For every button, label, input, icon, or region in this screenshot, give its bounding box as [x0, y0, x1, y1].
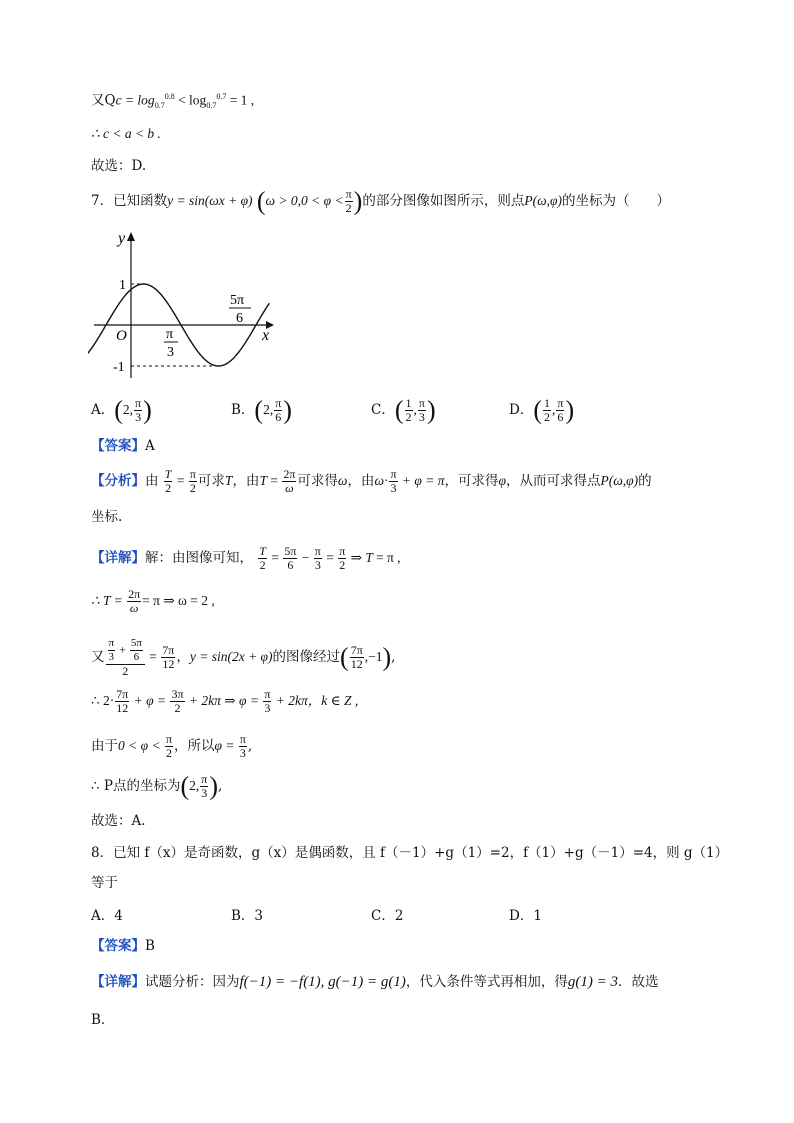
- q7-detail-1: 【详解】解：由图像可知， $\frac{T}{2}$ = $\frac{5\pi}{6}$ − $\frac{\pi}{3}$ = $\frac{\pi}{2}$ ⇒ T = π ,: [91, 544, 401, 572]
- text: 可求: [197, 473, 225, 489]
- text: 的: [638, 473, 652, 489]
- frac-num: π: [135, 396, 142, 410]
- frac-num: 1: [405, 396, 412, 410]
- math: = π ⇒ ω = 2 ,: [142, 593, 215, 608]
- text: ，: [176, 649, 190, 665]
- q7-detail-6: ∴ P点的坐标为(2, $\frac{\pi}{3}$ ),: [91, 771, 223, 801]
- sine-graph: [88, 226, 288, 386]
- tick-neg1: -1: [113, 360, 125, 375]
- text: ，由: [232, 473, 260, 489]
- option-label: C．: [371, 402, 395, 418]
- text: 由于: [91, 738, 118, 754]
- frac-den: 3: [135, 410, 142, 424]
- math: ，k ∈ Z ,: [307, 693, 359, 708]
- analysis-tag: 【分析】: [91, 473, 145, 489]
- frac-den: 2: [405, 410, 412, 424]
- text: 解：由图像可知，: [145, 550, 253, 566]
- q7-option-c[interactable]: C．( $\frac{1}{2}$ , $\frac{\pi}{3}$ ): [371, 395, 436, 425]
- q7-stem-c: 的坐标为（ ）: [561, 193, 670, 209]
- x-label: x: [262, 327, 270, 344]
- q8-stem-cont: 等于: [91, 875, 118, 891]
- q8-answer: [91, 935, 155, 957]
- frac-den: 6: [557, 410, 564, 424]
- text-prefix: 又Q: [91, 92, 116, 109]
- q7-cond: ω > 0,0 < φ <: [265, 193, 344, 208]
- answer-value: A: [145, 438, 155, 454]
- frac-num: π: [345, 187, 352, 201]
- frac-den: 3: [418, 410, 425, 424]
- y-label: y: [118, 230, 126, 247]
- math: y = sin(2x + φ): [189, 649, 273, 664]
- tick-pi3-den: 3: [167, 345, 174, 360]
- q8-detail: [91, 971, 659, 993]
- answer-tag: 【答案】: [91, 938, 145, 954]
- math-lt-log: < log: [174, 92, 207, 108]
- text: ．故选: [618, 974, 659, 990]
- line-log-compare: [91, 86, 254, 117]
- q8-detail-cont: B．: [91, 1012, 115, 1028]
- option-label: D．: [509, 402, 534, 418]
- text: ∴ P点的坐标为: [91, 778, 181, 794]
- tick-5pi6-num: 5π: [230, 293, 245, 308]
- option-val: 2: [122, 402, 130, 417]
- math-c-log: c = log: [115, 92, 155, 108]
- detail-tag: 【详解】: [91, 974, 145, 990]
- q7-final: 故选：A.: [91, 813, 146, 829]
- q7-option-b[interactable]: B．(2, $\frac{\pi}{6}$ ): [231, 395, 292, 425]
- line-c-a-b: ∴ c < a < b .: [91, 126, 161, 141]
- tick-5pi6-den: 6: [236, 311, 243, 326]
- q7-analysis: 【分析】由 $\frac{T}{2}$ = $\frac{\pi}{2}$ 可求T，由T = $\frac{2\pi}{\omega}$ 可求得ω，由ω· $\frac{\pi}{3}$ + φ = π，可求得φ，从而可求得点P(ω,φ)的: [91, 467, 652, 495]
- q7-func: y = sin(ωx + φ): [167, 193, 253, 208]
- frac-num: π: [418, 396, 425, 410]
- q8-option-c[interactable]: C．2: [371, 908, 404, 924]
- origin-label: O: [116, 328, 127, 344]
- q7-detail-2: ∴ T = $\frac{2\pi}{\omega}$ = π ⇒ ω = 2 ,: [91, 587, 215, 615]
- frac-num: π: [275, 396, 282, 410]
- q7-stem-b: 的部分图像如图所示，则点: [362, 193, 525, 209]
- answer-tag: 【答案】: [91, 438, 145, 454]
- tick-1: 1: [119, 278, 126, 293]
- q7-option-d[interactable]: D．( $\frac{1}{2}$ , $\frac{\pi}{6}$ ): [509, 395, 575, 425]
- option-val: 2: [263, 402, 270, 417]
- frac-den: 2: [345, 201, 352, 215]
- q8-option-d[interactable]: D．1: [509, 908, 542, 924]
- tick-pi3-num: π: [166, 327, 174, 342]
- text: ，由: [347, 473, 375, 489]
- q7-detail-3: 又 $\frac{\pi}{3}$ + $\frac{5\pi}{6}$ 2 = $\frac{7\pi}{12}$ ，y = sin(2x + φ)的图像经过( $\frac{7\pi}{12}$ ,−1),: [91, 637, 396, 678]
- text: ，所以: [174, 738, 215, 754]
- q7-answer: [91, 435, 155, 457]
- text: 试题分析：因为: [145, 974, 240, 990]
- option-label: B．: [231, 402, 255, 418]
- frac-den: 6: [275, 410, 282, 424]
- math-sup: 0.8: [164, 92, 175, 101]
- q7-detail-5: 由于0 < φ < $\frac{\pi}{2}$ ，所以φ = $\frac{\pi}{3}$ ,: [91, 732, 253, 760]
- text: 由: [145, 473, 159, 489]
- q7-stem: 7．已知函数y = sin(ωx + φ) (ω > 0,0 < φ < $\frac{\pi}{2}$ )的部分图像如图所示，则点P(ω,φ)的坐标为（ ）: [91, 186, 670, 216]
- option-label: A．: [91, 402, 115, 418]
- text: 的图像经过: [272, 649, 341, 665]
- q7-option-a[interactable]: A．(2, $\frac{\pi}{3}$ ): [91, 395, 152, 425]
- text: ,: [218, 778, 223, 794]
- frac-den: 2: [544, 410, 550, 424]
- q8-stem: 8．已知 f（x）是奇函数，g（x）是偶函数，且 f（－1）+g（1）=2，f（1）+g（－1）=4，则 g（1）: [91, 845, 729, 861]
- detail-tag: 【详解】: [91, 550, 145, 566]
- math-sub: 0.7: [206, 101, 217, 111]
- math: f(−1) = −f(1), g(−1) = g(1): [239, 974, 406, 990]
- q8-option-b[interactable]: B．3: [231, 908, 264, 924]
- math: = π ,: [376, 550, 401, 565]
- text: ，可求得: [444, 473, 499, 489]
- q7-point: P(ω,φ): [524, 193, 562, 208]
- math-sup: 0.7: [216, 92, 227, 101]
- math-sub: 0.7: [154, 101, 165, 111]
- q7-analysis-cont: 坐标.: [91, 509, 123, 525]
- frac-num: π: [557, 396, 564, 410]
- line-choose-d: 故选：D.: [91, 158, 147, 174]
- text: ，从而可求得点: [505, 473, 601, 489]
- y-axis-arrow: [127, 232, 135, 241]
- q8-option-a[interactable]: A．4: [91, 908, 123, 924]
- math: ,−1: [364, 649, 383, 664]
- math: g(1) = 3: [567, 974, 619, 990]
- text: 可求得: [297, 473, 338, 489]
- frac-num: 1: [544, 396, 550, 410]
- q7-detail-4: ∴ 2· $\frac{7\pi}{12}$ + φ = $\frac{3\pi}{2}$ + 2kπ ⇒ φ = $\frac{\pi}{3}$ + 2kπ，k ∈ Z ,: [91, 687, 359, 715]
- math-eq-1: = 1 ,: [226, 92, 255, 108]
- answer-value: B: [145, 938, 155, 954]
- text: 又: [91, 649, 105, 665]
- q7-stem-a: 7．已知函数: [91, 193, 168, 209]
- text: ，代入条件等式再相加，得: [405, 974, 568, 990]
